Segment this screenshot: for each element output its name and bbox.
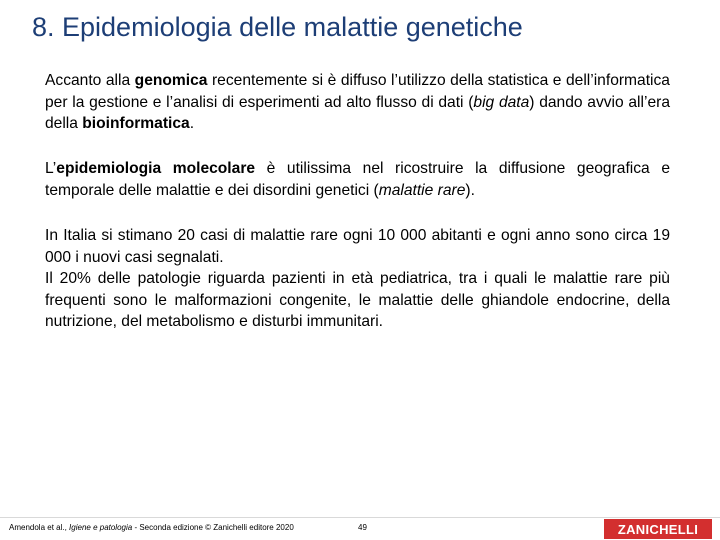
footer-divider <box>0 517 720 518</box>
p2-text: L’ <box>45 160 57 177</box>
p2-text: ). <box>465 181 475 199</box>
footer-credit-authors: Amendola et al., <box>9 523 70 532</box>
paragraph-pediatric-statistics: Il 20% delle patologie riguarda pazienti in età pediatrica, tra i quali le malattie rare più frequenti sono le malformazioni congenite, le malattie delle ghiandole endocrine, della nutrizione, del metabolismo e disturbi immunitari. <box>45 270 670 330</box>
p1-text: . <box>189 115 195 132</box>
p1-text: recentemente si è diffuso l’utilizzo della statistica e dell’informatica per la gestione e l’analisi di esperimenti ad alto flusso di dati ( <box>45 72 670 111</box>
slide-title: 8. Epidemiologia delle malattie genetiche <box>32 12 523 42</box>
p2-epidemiologia-molecolare: epidemiologia molecolare <box>56 160 256 177</box>
footer-credit <box>9 523 294 532</box>
footer-credit-title: Igiene e patologia <box>69 523 133 532</box>
footer-credit-rest: - Seconda edizione © Zanichelli editore 2020 <box>132 523 294 532</box>
paragraph-italia-statistics: In Italia si stimano 20 casi di malattie rare ogni 10 000 abitanti e ogni anno sono circa 19 000 i nuovi casi segnalati. <box>45 227 670 266</box>
paragraph-epidemiologia-molecolare <box>45 158 670 201</box>
p2-malattie-rare: malattie rare <box>378 181 466 199</box>
p1-big-data: big data <box>473 93 530 111</box>
p2-text: è utilissima nel ricostruire la diffusione geografica e temporale delle malattie e dei disordini genetici ( <box>45 160 670 199</box>
page-number: 49 <box>358 523 367 532</box>
publisher-logo: ZANICHELLI <box>604 519 712 539</box>
p1-text: ) dando avvio all’era della <box>45 93 670 132</box>
paragraph-bioinformatica <box>45 70 670 135</box>
p1-bioinformatica: bioinformatica <box>82 115 190 132</box>
p1-genomica: genomica <box>134 72 208 89</box>
p1-text: Accanto alla <box>45 72 135 89</box>
